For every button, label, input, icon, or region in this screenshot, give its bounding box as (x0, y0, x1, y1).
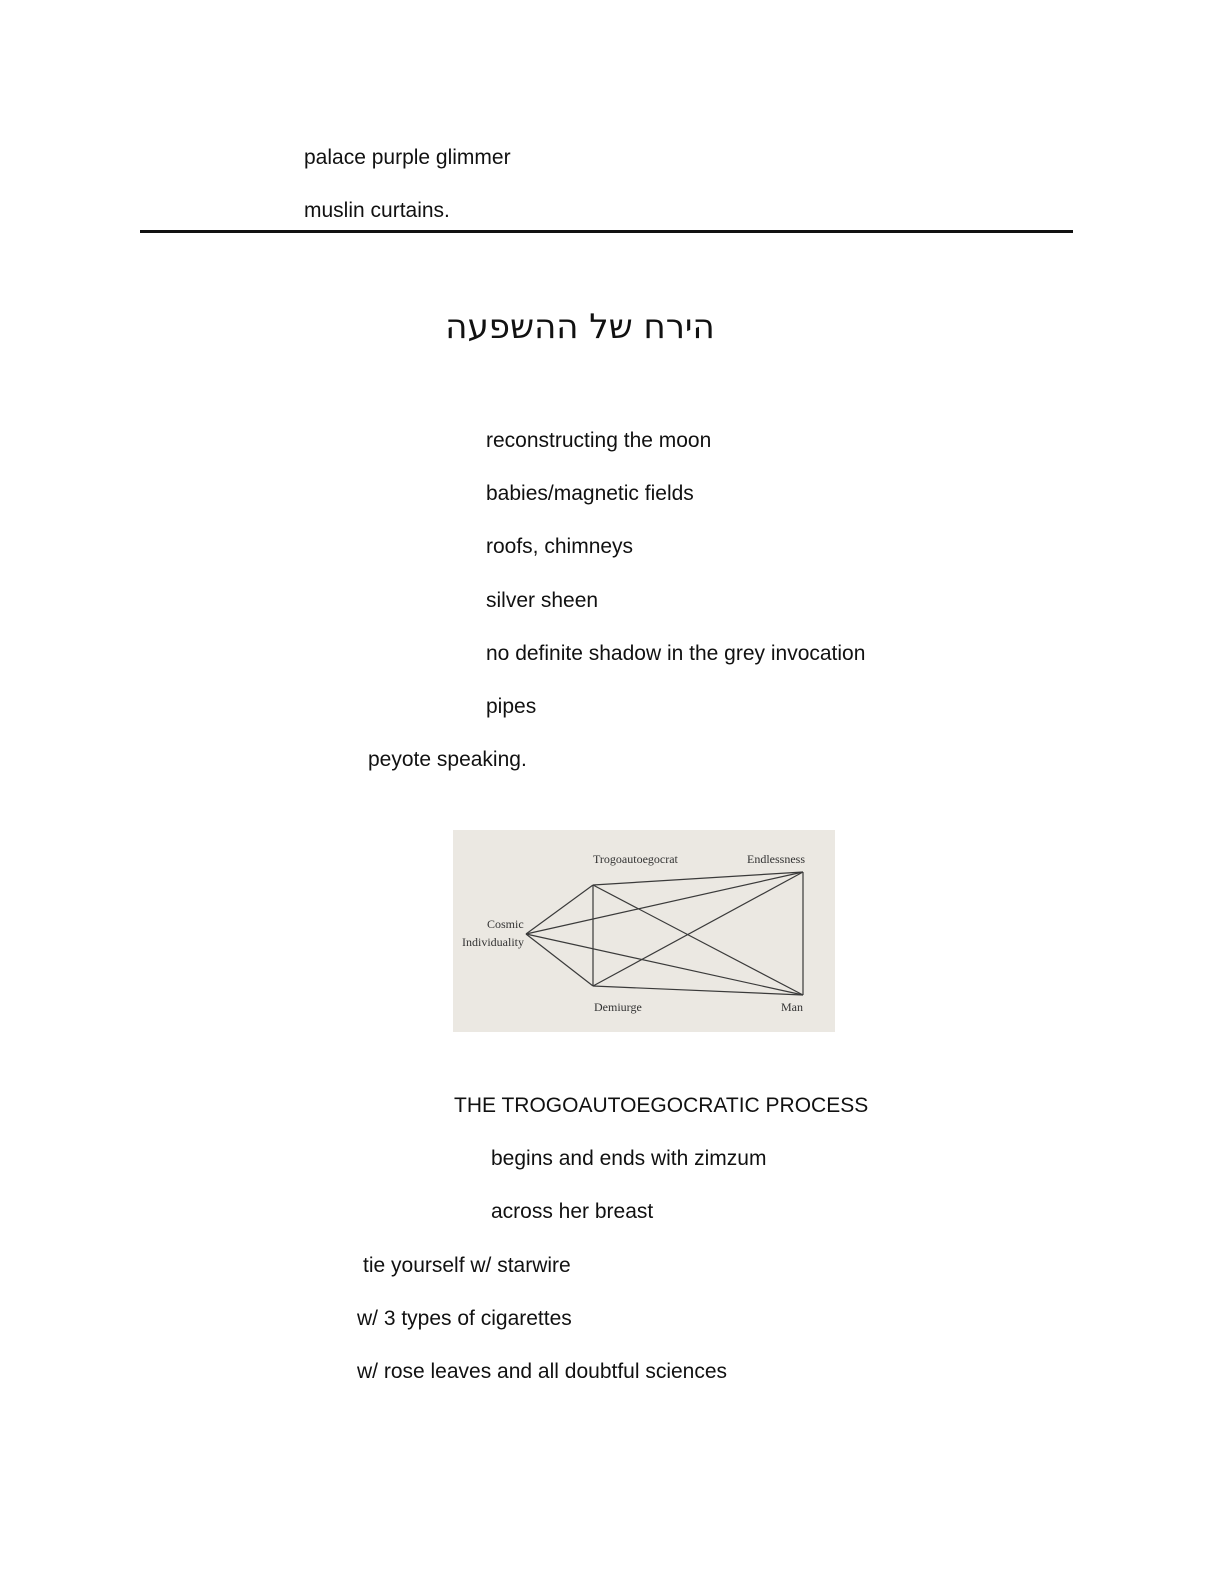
edge-trogoautoegocrat-man (593, 885, 803, 995)
moon-line-3: roofs, chimneys (486, 535, 634, 558)
label-cosmic: Cosmic (487, 917, 524, 931)
moon-line-4: silver sheen (486, 589, 599, 612)
closing-line-2: w/ 3 types of cigarettes (357, 1307, 572, 1330)
label-endlessness: Endlessness (747, 852, 805, 866)
edge-demiurge-endlessness (593, 872, 803, 986)
diagram-svg (453, 830, 835, 1032)
edge-cosmic-man (526, 934, 803, 995)
trogoautoegocrat-diagram (453, 830, 835, 1032)
label-man: Man (781, 1000, 803, 1014)
moon-line-6: pipes (486, 695, 537, 718)
top-line-2: muslin curtains. (304, 199, 450, 222)
process-line-2: across her breast (491, 1200, 654, 1223)
label-demiurge: Demiurge (594, 1000, 642, 1014)
diagram-edges (526, 872, 803, 995)
moon-line-2: babies/magnetic fields (486, 482, 694, 505)
moon-line-5: no definite shadow in the grey invocation (486, 642, 866, 665)
closing-line-3: w/ rose leaves and all doubtful sciences (357, 1360, 728, 1383)
edge-demiurge-man (593, 986, 803, 995)
top-line-1: palace purple glimmer (304, 146, 511, 169)
section-divider (140, 230, 1073, 233)
label-trogoautoegocrat: Trogoautoegocrat (593, 852, 678, 866)
closing-line-1: tie yourself w/ starwire (363, 1254, 571, 1277)
moon-line-1: reconstructing the moon (486, 429, 712, 452)
hebrew-title: הירח של ההשפעה (445, 307, 715, 347)
peyote-line: peyote speaking. (368, 748, 527, 771)
process-heading: THE TROGOAUTOEGOCRATIC PROCESS (454, 1094, 869, 1117)
label-individuality: Individuality (462, 935, 524, 949)
process-line-1: begins and ends with zimzum (491, 1147, 767, 1170)
